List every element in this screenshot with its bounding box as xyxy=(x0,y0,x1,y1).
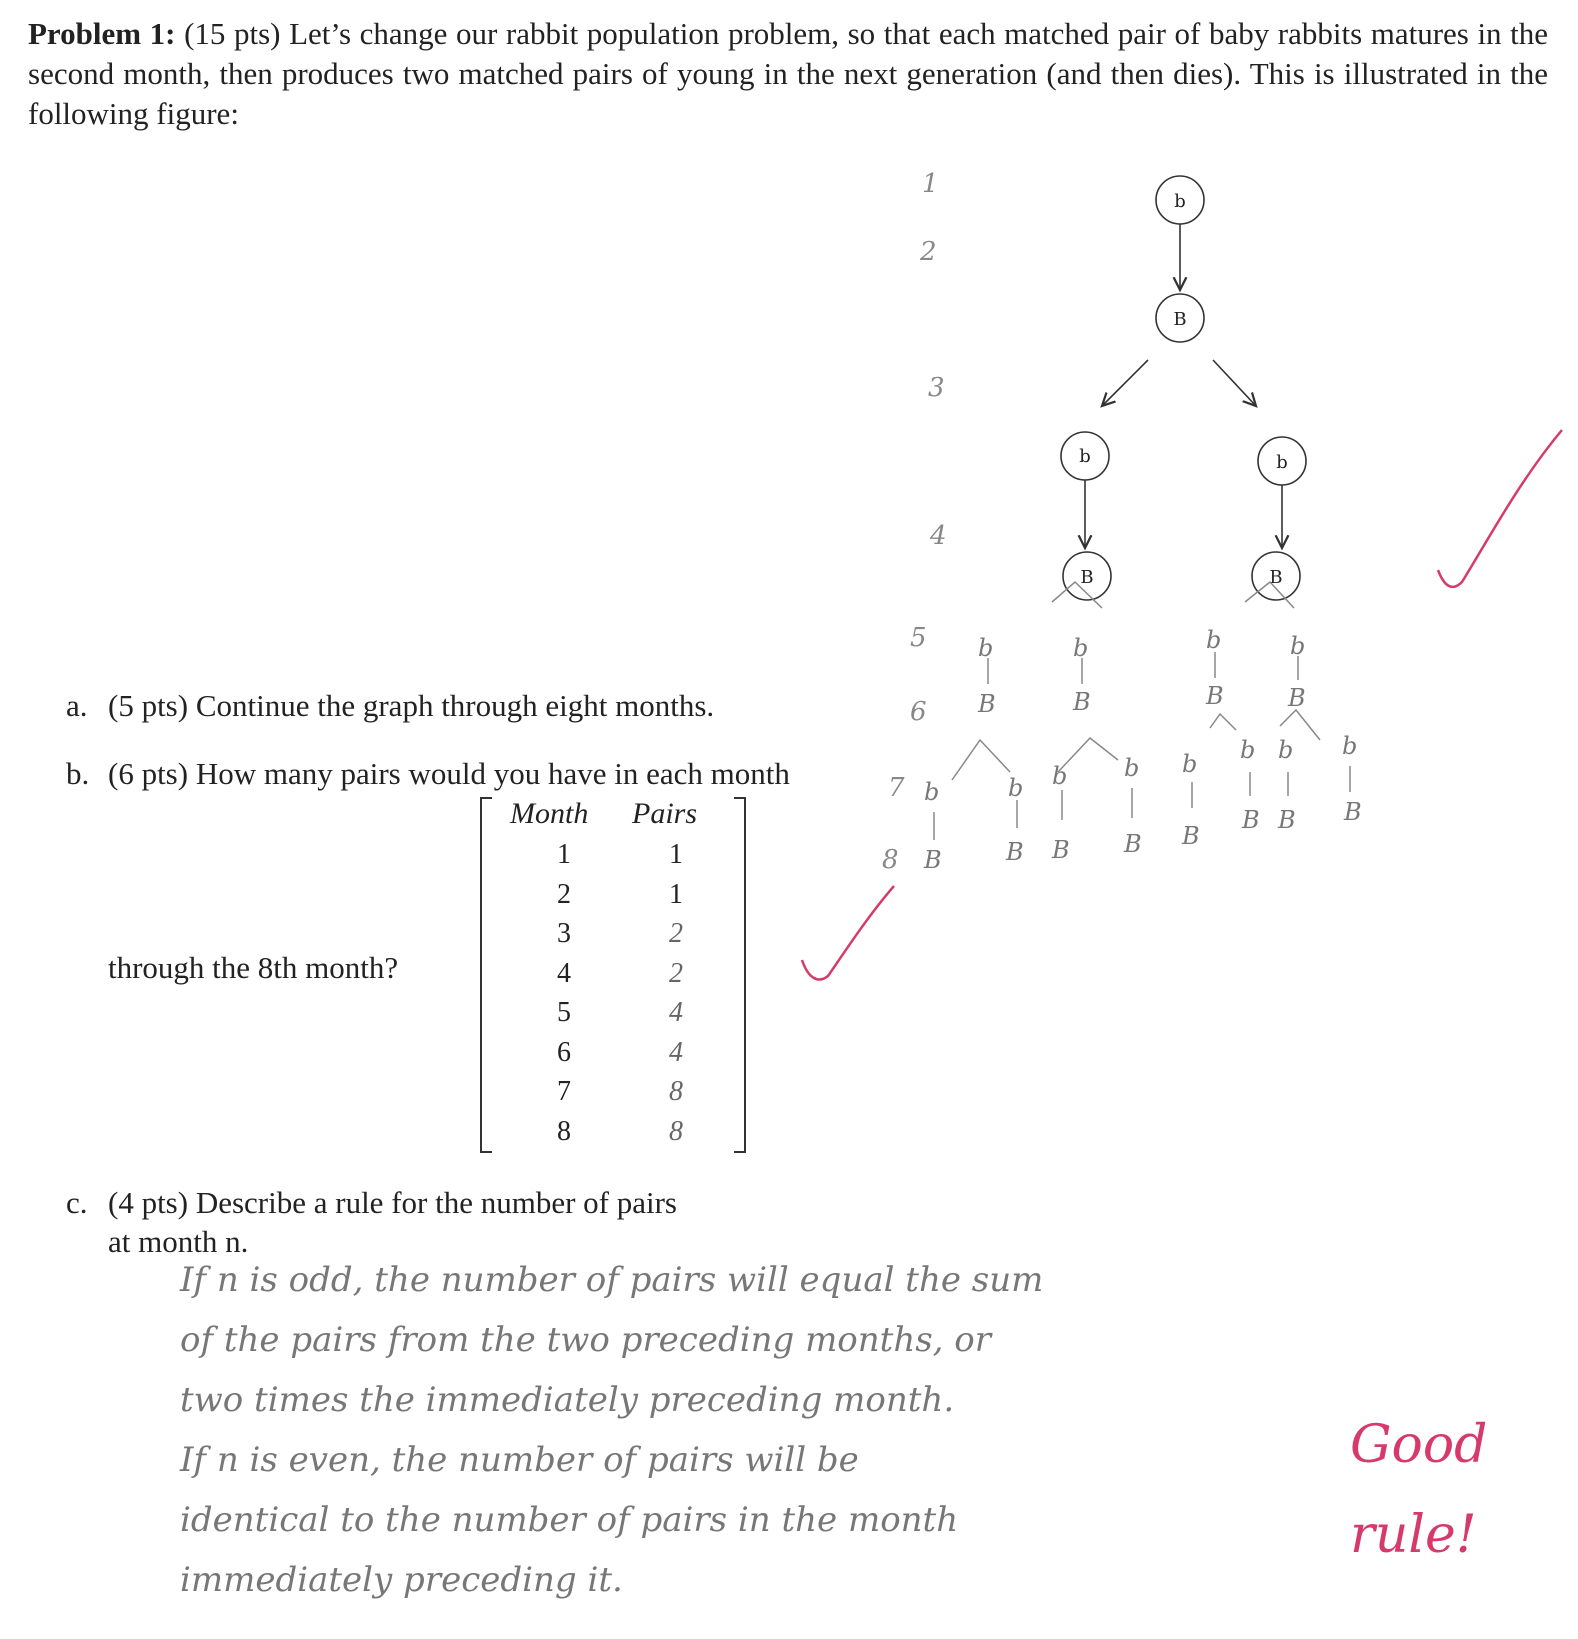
part-b-label: b. xyxy=(66,756,90,791)
hand-node: b xyxy=(1342,732,1358,760)
table-cell-pairs: 2 xyxy=(669,918,683,949)
table-cell-pairs: 1 xyxy=(669,878,683,910)
month-label-3: 3 xyxy=(928,373,945,403)
answer-line: immediately preceding it. xyxy=(180,1560,623,1600)
table-cell-month: 2 xyxy=(557,878,571,910)
table-cell-pairs: 1 xyxy=(669,839,683,870)
problem-label: Problem 1: xyxy=(28,16,176,51)
part-b-continuation: through the 8th month? xyxy=(108,950,399,985)
hand-node: B xyxy=(1182,822,1200,850)
problem-points: (15 pts) xyxy=(184,16,281,51)
table-cell-month: 4 xyxy=(557,957,571,989)
part-c xyxy=(66,1185,677,1221)
month-label-1: 1 xyxy=(922,169,939,199)
month-label-6: 6 xyxy=(910,697,927,727)
hand-node: B xyxy=(978,690,996,718)
hand-node: b xyxy=(1052,762,1068,790)
table-cell-pairs: 8 xyxy=(669,1076,683,1107)
grader-comment-line1: Good xyxy=(1350,1415,1488,1475)
hand-node: B xyxy=(1124,830,1142,858)
answer-line: two times the immediately preceding month. xyxy=(180,1380,955,1420)
table-header-month: Month xyxy=(510,797,589,830)
check-mark-icon xyxy=(1430,420,1570,600)
month-label-7: 7 xyxy=(888,773,905,803)
hand-node: b xyxy=(978,634,994,662)
table-cell-month: 8 xyxy=(557,1115,571,1147)
month-label-5: 5 xyxy=(910,623,927,653)
matrix-bracket-right xyxy=(734,797,746,1153)
answer-line: If n is even, the number of pairs will be xyxy=(180,1440,859,1480)
hand-node: b xyxy=(1182,750,1198,778)
part-b xyxy=(66,756,790,792)
hand-node: B xyxy=(1206,682,1224,710)
table-cell-pairs: 4 xyxy=(669,1036,683,1068)
part-a-text: (5 pts) Continue the graph through eight months. xyxy=(108,688,715,723)
table-header-pairs: Pairs xyxy=(632,797,698,830)
hand-node: B xyxy=(1006,838,1024,866)
matrix-bracket-left xyxy=(480,797,492,1153)
month-label-2: 2 xyxy=(920,237,937,267)
node-label: B xyxy=(1080,567,1094,588)
check-mark-icon xyxy=(798,880,898,990)
table-cell-pairs: 2 xyxy=(669,957,683,989)
hand-node: b xyxy=(1206,626,1222,654)
hand-node: b xyxy=(924,778,940,806)
table-cell-pairs: 4 xyxy=(669,997,683,1028)
hand-node: B xyxy=(1344,798,1362,826)
table-cell-month: 7 xyxy=(557,1076,571,1107)
node-label: B xyxy=(1173,309,1187,330)
table-cell-month: 1 xyxy=(557,839,571,870)
part-a-label: a. xyxy=(66,688,88,723)
answer-line: identical to the number of pairs in the month xyxy=(180,1500,959,1540)
hand-node: b xyxy=(1290,632,1306,660)
handwritten-answer xyxy=(180,1250,1460,1610)
hand-node: B xyxy=(1073,688,1091,716)
part-c-text: (4 pts) Describe a rule for the number of pairs xyxy=(108,1185,677,1220)
hand-node: B xyxy=(1288,684,1306,712)
problem-text: Let’s change our rabbit population problem, so that each matched pair of baby rabbits matures in the second month, then produces two matched pairs of young in the next generation (and then dies). This is illustrated in the following figure: xyxy=(28,16,1549,131)
month-pairs-table xyxy=(480,797,746,1149)
month-label-4: 4 xyxy=(930,521,947,551)
hand-node: b xyxy=(1240,736,1256,764)
node-label: B xyxy=(1269,567,1283,588)
grader-comment-line2: rule! xyxy=(1350,1505,1477,1565)
table-cell-month: 3 xyxy=(557,918,571,949)
answer-line: If n is odd, the number of pairs will equal the sum xyxy=(180,1260,1044,1300)
hand-node: b xyxy=(1073,634,1089,662)
node-label: b xyxy=(1079,446,1091,467)
hand-node: B xyxy=(1242,806,1260,834)
part-c-label: c. xyxy=(66,1185,88,1220)
problem-statement xyxy=(28,14,1548,134)
hand-node: B xyxy=(1278,806,1296,834)
hand-node: b xyxy=(1278,736,1294,764)
table-cell-month: 5 xyxy=(557,997,571,1028)
hand-node: b xyxy=(1124,754,1140,782)
node-label: b xyxy=(1276,452,1288,473)
part-a xyxy=(66,688,714,724)
hand-node: b xyxy=(1008,774,1024,802)
part-b-text: (6 pts) How many pairs would you have in each month xyxy=(108,756,790,791)
month-label-8: 8 xyxy=(882,845,899,875)
node-label: b xyxy=(1174,191,1186,212)
answer-line: of the pairs from the two preceding months, or xyxy=(180,1320,992,1360)
table-cell-month: 6 xyxy=(557,1036,571,1068)
hand-node: B xyxy=(1052,836,1070,864)
part-c-continuation: at month n. xyxy=(108,1224,249,1259)
hand-node: B xyxy=(924,846,942,874)
grader-comment xyxy=(1350,1400,1487,1580)
table-cell-pairs: 8 xyxy=(669,1115,683,1147)
